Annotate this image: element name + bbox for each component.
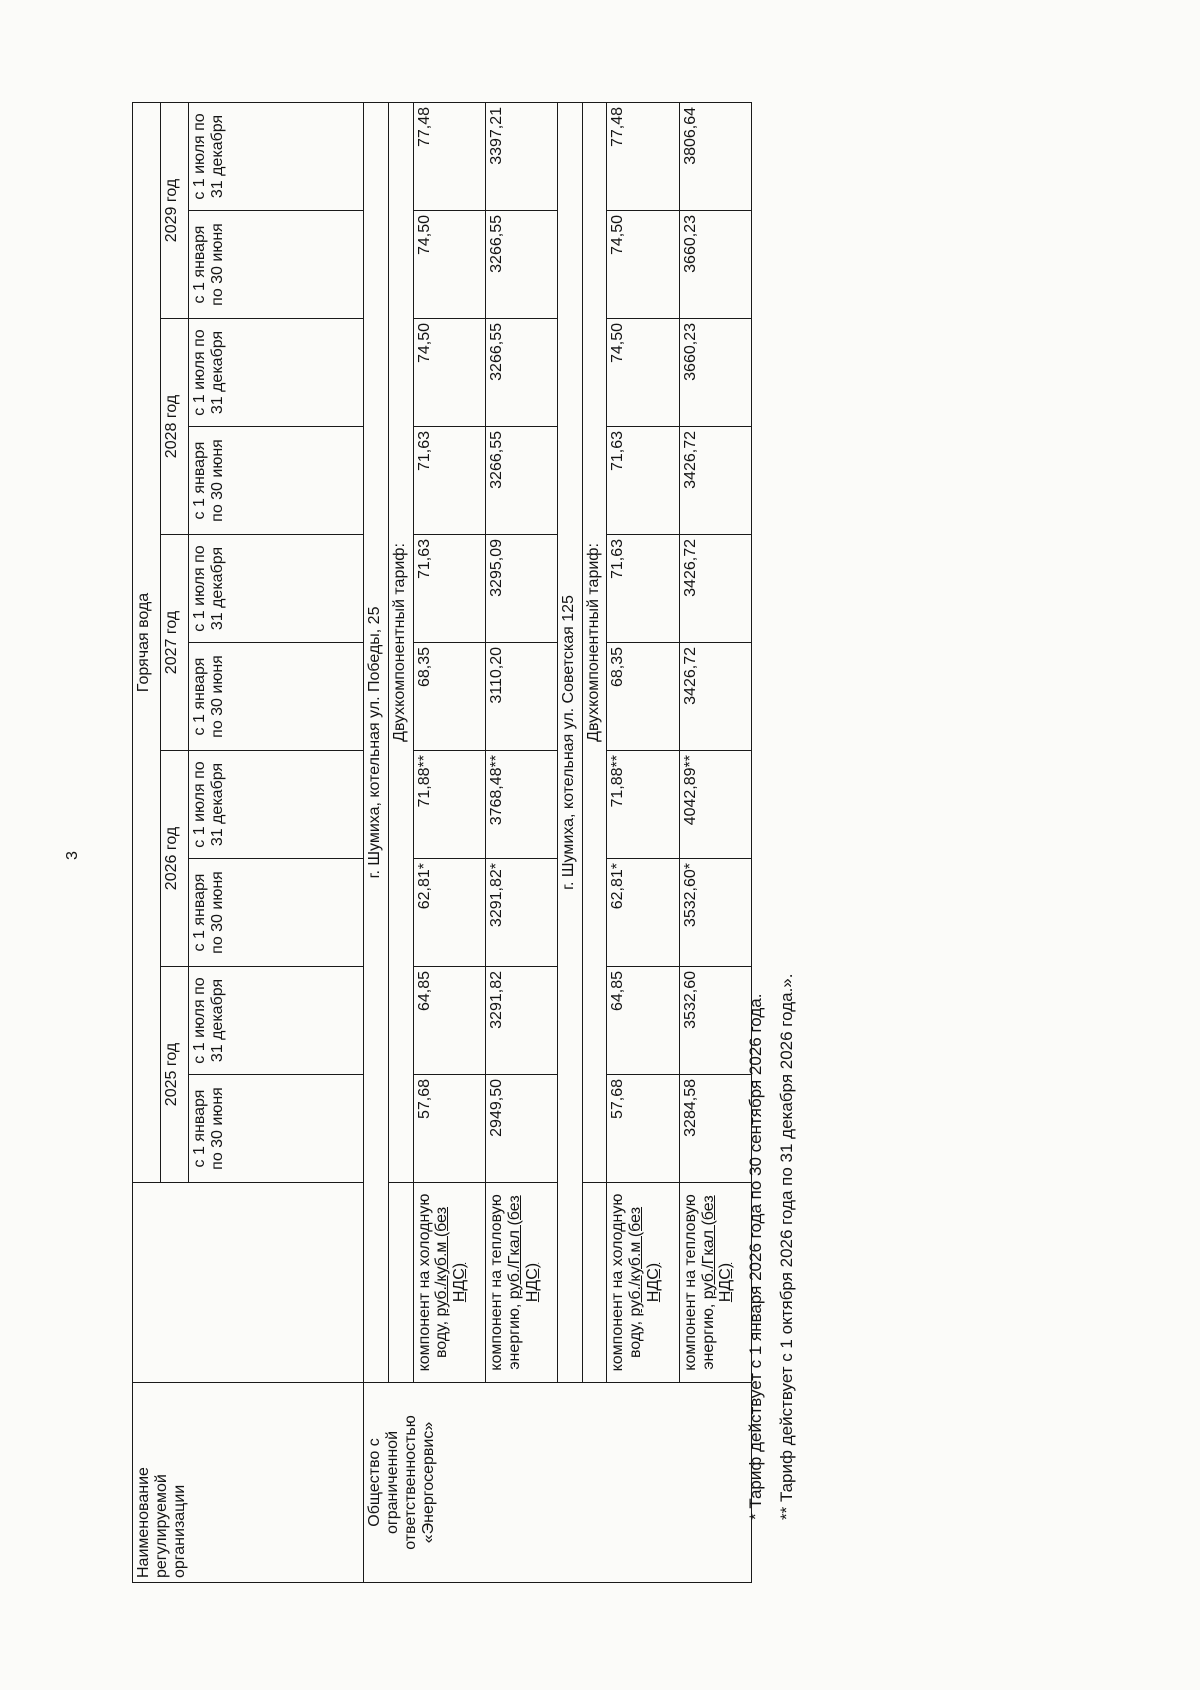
period-header: с 1 июля по 31 декабря xyxy=(188,102,363,210)
tariff-value: 71,63 xyxy=(413,427,485,535)
page-number: 3 xyxy=(64,851,81,860)
tariff-value: 62,81* xyxy=(413,859,485,967)
tariff-value: 74,50 xyxy=(607,211,679,319)
tariff-value: 64,85 xyxy=(413,967,485,1075)
component-label: компонент на холодную воду, руб./куб.м (без НДС) xyxy=(413,1183,485,1383)
tariff-value: 3291,82* xyxy=(485,859,557,967)
tariff-table xyxy=(132,102,752,1583)
tariff-value: 4042,89** xyxy=(679,751,751,859)
tariff-value: 3426,72 xyxy=(679,643,751,751)
table-row xyxy=(607,102,679,1582)
tariff-value: 74,50 xyxy=(413,211,485,319)
year-2027-header: 2027 год xyxy=(160,535,188,751)
tariff-value: 3426,72 xyxy=(679,535,751,643)
tariff-value: 2949,50 xyxy=(485,1075,557,1183)
tariff-value: 3532,60 xyxy=(679,967,751,1075)
period-header: с 1 июля по 31 декабря xyxy=(188,319,363,427)
tariff-value: 3532,60* xyxy=(679,859,751,967)
tariff-value: 57,68 xyxy=(413,1075,485,1183)
year-2029-header: 2029 год xyxy=(160,102,188,318)
component-label: компонент на холодную воду, руб./куб.м (без НДС) xyxy=(607,1183,679,1383)
tariff-value: 3266,55 xyxy=(485,319,557,427)
period-header: с 1 июля по 31 декабря xyxy=(188,535,363,643)
table-row xyxy=(485,102,557,1582)
period-header: с 1 января по 30 июня xyxy=(188,211,363,319)
tariff-value: 68,35 xyxy=(413,643,485,751)
tariff-type: Двухкомпонентный тариф: xyxy=(388,102,413,1182)
section-spacer xyxy=(388,1183,413,1383)
tariff-value: 3426,72 xyxy=(679,427,751,535)
component-label: компонент на тепловую энергию, руб./Гкал (без НДС) xyxy=(679,1183,751,1383)
period-header: с 1 января по 30 июня xyxy=(188,427,363,535)
tariff-table-rotated xyxy=(132,103,752,1583)
tariff-value: 3266,55 xyxy=(485,211,557,319)
tariff-value: 74,50 xyxy=(413,319,485,427)
section-spacer xyxy=(582,1183,607,1383)
tariff-value: 3806,64 xyxy=(679,102,751,210)
tariff-value: 64,85 xyxy=(607,967,679,1075)
tariff-value: 57,68 xyxy=(607,1075,679,1183)
tariff-value: 3266,55 xyxy=(485,427,557,535)
tariff-value: 68,35 xyxy=(607,643,679,751)
period-header: с 1 июля по 31 декабря xyxy=(188,967,363,1075)
tariff-value: 3284,58 xyxy=(679,1075,751,1183)
tariff-value: 3660,23 xyxy=(679,319,751,427)
tariff-value: 62,81* xyxy=(607,859,679,967)
component-label: компонент на тепловую энергию, руб./Гкал (без НДС) xyxy=(485,1183,557,1383)
year-2028-header: 2028 год xyxy=(160,319,188,535)
tariff-value: 3397,21 xyxy=(485,102,557,210)
tariff-value: 3291,82 xyxy=(485,967,557,1075)
period-header: с 1 января по 30 июня xyxy=(188,859,363,967)
footnote: ** Тариф действует с 1 октября 2026 года по 31 декабря 2026 года.». xyxy=(777,973,796,1520)
hot-water-header: Горячая вода xyxy=(133,102,161,1182)
component-column-header xyxy=(133,1183,364,1383)
year-2026-header: 2026 год xyxy=(160,751,188,967)
tariff-value: 3660,23 xyxy=(679,211,751,319)
tariff-value: 3768,48** xyxy=(485,751,557,859)
section-location: г. Шумиха, котельная ул. Советская 125 xyxy=(557,102,582,1382)
tariff-value: 77,48 xyxy=(413,102,485,210)
org-name: Общество с ограниченной ответственностью «Энергосервис» xyxy=(364,1383,752,1583)
tariff-value: 71,88** xyxy=(413,751,485,859)
table-row xyxy=(413,102,485,1582)
tariff-value: 71,63 xyxy=(607,535,679,643)
tariff-value: 71,88** xyxy=(607,751,679,859)
section-location: г. Шумиха, котельная ул. Победы, 25 xyxy=(364,102,389,1382)
footnote: * Тариф действует с 1 января 2026 года по 30 сентября 2026 года. xyxy=(746,993,765,1520)
org-column-header: Наименование регулируемой организации xyxy=(133,1383,364,1583)
year-2025-header: 2025 год xyxy=(160,967,188,1183)
tariff-value: 3110,20 xyxy=(485,643,557,751)
footnotes xyxy=(740,974,802,1520)
tariff-value: 77,48 xyxy=(607,102,679,210)
tariff-value: 71,63 xyxy=(413,535,485,643)
tariff-value: 3295,09 xyxy=(485,535,557,643)
tariff-type: Двухкомпонентный тариф: xyxy=(582,102,607,1182)
tariff-value: 71,63 xyxy=(607,427,679,535)
period-header: с 1 июля по 31 декабря xyxy=(188,751,363,859)
period-header: с 1 января по 30 июня xyxy=(188,643,363,751)
tariff-value: 74,50 xyxy=(607,319,679,427)
period-header: с 1 января по 30 июня xyxy=(188,1075,363,1183)
